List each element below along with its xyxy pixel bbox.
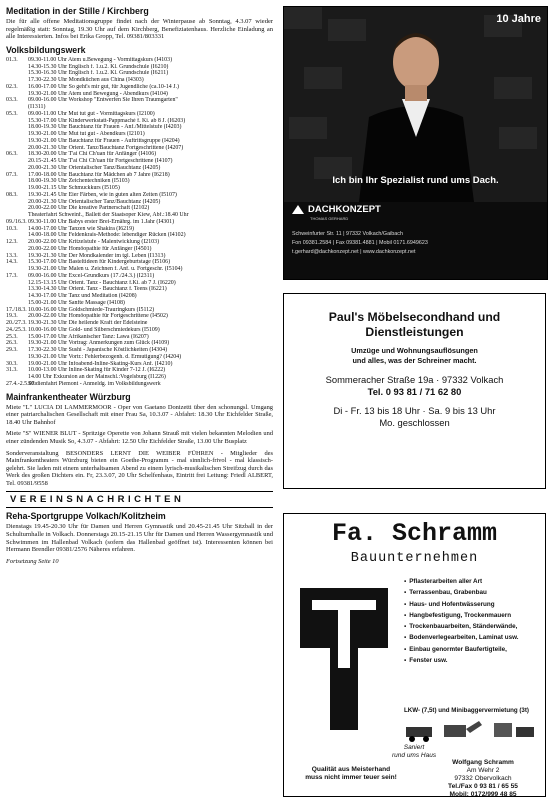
schedule-row [6, 70, 273, 77]
schedule-entry: 09.00-16.00 Uhr Workshop "Entwerfen Sie Ihren Traumgarten" [28, 97, 178, 104]
schedule-row [6, 313, 273, 320]
schedule-date: 09./16.3. [6, 218, 27, 225]
schedule-row [6, 118, 273, 125]
schedule-date [6, 104, 28, 111]
schedule-date: 01.3. [6, 56, 18, 63]
service-item: ▪ Fenster usw. [404, 655, 519, 666]
schedule-row [6, 124, 273, 131]
theater-lucia: Miete "L" LUCIA DI LAMMERMOOR - Oper von Gaetano Donizetti über den schonungsl. Umgang einer patriarchalischen Gesellschaft mit einer Frau Sa, 10.3.07 - Abfahrt: 18.30 Uhr Eichfelder Straße, 18.40 Uhr Bahnhof [6, 403, 273, 426]
schedule-date: 26.3. [6, 340, 18, 347]
schedule-entry: 15.30-16.30 Uhr Englisch f. 1.u.2. Kl. Grundschule (I6211) [28, 70, 169, 77]
schedule-entry: 19.00-21.15 Uhr Schmuckkurs (I5105) [28, 185, 120, 192]
reha-text: Dienstags 19.45-20.30 Uhr für Damen und Herren Gymnastik und 20.45-21.45 Uhr Sitzball in der Schulturnhalle in Volkach. Donnerstags 20.15-21.15 Uhr für Damen und Herren Wassergymnastik und Schwimmen im Hallenbad Volkach (sofern das Hallenbad geöffnet ist). Interessenten können bei Hermann Brendler 09381/2576 Näheres erfahren. [6, 523, 273, 554]
moebel-phone: Tel. 0 93 81 / 71 62 80 [367, 386, 462, 397]
schedule-date [6, 124, 28, 131]
schedule-row [6, 361, 273, 368]
schedule-row [6, 266, 273, 273]
schedule-date: 31.3. [6, 367, 18, 374]
schedule-entry: 20.00-21.30 Uhr Orientalischer Tanz/Bauchtanz (I4205) [28, 164, 161, 171]
moebel-services-1: Umzüge und Wohnungsauflösungen [351, 346, 478, 355]
schedule-row [6, 246, 273, 253]
schedule-row [6, 300, 273, 307]
schedule-row [6, 307, 273, 314]
meditation-title: Meditation in der Stille / Kirchberg [6, 6, 149, 16]
schedule-entry: 18.30-20.00 Uhr T'ai Chi Ch'uan für Anfänger (I4106) [28, 151, 157, 158]
schedule-row [6, 334, 273, 341]
anniversary-badge: 10 Jahre [496, 13, 541, 25]
schedule-entry: 15.00-17.00 Uhr Afrikanischer Tanz: Lawa (I6207) [28, 333, 149, 340]
schedule-row [6, 178, 273, 185]
service-item: ▪ Terrassenbau, Grabenbau [404, 587, 519, 598]
dachkonzept-address: Schweinfurter Str. 11 | 97332 Volkach/Gaibach Fon 09381.2584 | Fax 09381.4881 | Mobil 0171.6949623 t.gerhard@dachkonzept.net | www.dachkonzept.net [292, 231, 428, 255]
schedule-row [6, 219, 273, 226]
schedule-row [6, 138, 273, 145]
moebel-address: Sommeracher Straße 19a · 97332 Volkach [325, 374, 504, 385]
left-column [6, 6, 273, 801]
schedule-row [6, 280, 273, 287]
schedule-row [6, 354, 273, 361]
schramm-logo-icon [294, 580, 394, 740]
moebel-hours: Di - Fr. 13 bis 18 Uhr · Sa. 9 bis 13 Uhr [333, 405, 496, 416]
schedule-row [6, 327, 273, 334]
schedule-row [6, 151, 273, 158]
service-item: ▪ Haus- und Hofentwässerung [404, 599, 519, 610]
schedule-row [6, 84, 273, 91]
machinery-icons [404, 717, 539, 743]
schedule-date: 17./18.3. [6, 306, 27, 313]
schedule-entry: 14.30-17.00 Uhr Tanz und Meditation (I4208) [28, 293, 137, 300]
schramm-ad [283, 513, 546, 797]
portrait-photo [284, 7, 547, 202]
dachkonzept-ad [283, 6, 548, 280]
schedule-entry: 09.00-16.00 Uhr Excel-Grundkurs (17./24.3.) (I2311) [28, 272, 155, 279]
schedule-row [6, 340, 273, 347]
schedule-entry: 18.00-19.30 Uhr Bauchtanz für Frauen - Anf./Mittelstufe (I4203) [28, 124, 182, 131]
schramm-contact: Wolfgang Schramm Am Wehr 2 97332 Obervolkach Tel./Fax 0 93 81 / 65 55 Mobil: 0172/999 48 85 [448, 759, 518, 797]
schedule-row [6, 111, 273, 118]
moebel-title-2: Dienstleistungen [365, 325, 464, 339]
schedule-row [6, 212, 273, 219]
schedule-entry: 15.30-17.00 Uhr Kinderwerkstatt-Pappmaché f. Ki. ab 8 J. (I6203) [28, 117, 186, 124]
schedule-row [6, 97, 273, 104]
schedule-entry: 19.30-21.45 Uhr Eier Färben, wie in guten alten Zeiten (I5107) [28, 191, 177, 198]
schedule-row [6, 286, 273, 293]
schedule-date: 17.3. [6, 272, 18, 279]
schedule-date [6, 178, 28, 185]
schedule-entry: 20.00-21.30 Uhr Orientalischer Tanz/Bauchtanz (I4205) [28, 198, 161, 205]
vereinsnachrichten-banner: VEREINSNACHRICHTEN [6, 491, 273, 508]
schedule-date: 05.3. [6, 110, 18, 117]
schedule-date: 30.3. [6, 360, 18, 367]
schedule-row [6, 199, 273, 206]
schedule-entry: 19.30-21.00 Uhr Vortrag: Anmerkungen zum Glück (I4109) [28, 340, 170, 347]
schedule-entry: 19.30-21.00 Uhr Vortr.: Fehlerbezogenh. d. Ermutigung? (I4204) [28, 353, 182, 360]
moebel-closed: Mo. geschlossen [379, 417, 450, 428]
schedule-date [6, 293, 28, 300]
service-item: ▪ Bodenverlegearbeiten, Laminat usw. [404, 632, 519, 643]
schedule-entry: 19.30-21.30 Uhr Der Mondkalender im tgl. Leben (I1313) [28, 252, 166, 259]
schedule-date [6, 185, 28, 192]
schedule-date [6, 266, 28, 273]
service-item: ▪ Einbau genormter Baufertigteile, [404, 644, 519, 655]
schedule-entry: 13.30-14.30 Uhr Orient. Tanz - Bauchtanz f. Teens (I6221) [28, 286, 167, 293]
schedule-entry: 09.30-11.00 Uhr Atem u.Bewegung - Vormittagskurs (I4103) [28, 56, 173, 63]
schedule-row [6, 165, 273, 172]
schedule-date: 19.3. [6, 313, 18, 320]
schedule-entry: 17.00-18.00 Uhr Bauchtanz für Mädchen ab 7 Jahre (I6218) [28, 171, 170, 178]
moebel-title-1: Paul's Möbelsecondhand und [328, 310, 501, 324]
schedule-row [6, 347, 273, 354]
schedule-entry: 19.00-21.00 Uhr Infoabend-Inline-Skating-Kurs Anf. (I4210) [28, 360, 173, 367]
schedule-date: 24./25.3. [6, 326, 27, 333]
schedule-entry: 10.00-16.00 Uhr Gold- und Silberschmiedekurs (I5109) [28, 326, 160, 333]
schedule-entry: 19.30-21.00 Uhr Malen u. Zeichnen f. Anf. u. Fortgeschr. (I5104) [28, 266, 183, 273]
schedule-entry: 14.00 Uhr Exkursion an der Mainschl.:Vogelsburg (I1226) [28, 374, 166, 381]
vhs-schedule [6, 57, 273, 388]
schedule-entry: 17.30-22.30 Uhr Sushi - Japanische Köstlichkeiten (I4304) [28, 347, 168, 354]
schedule-date [6, 165, 28, 172]
schedule-date: 03.3. [6, 97, 18, 104]
schedule-entry: 20.00-22.00 Uhr Homöopathie für Anfänger (I4501) [28, 245, 152, 252]
schedule-date [6, 91, 28, 98]
schedule-entry: 20.15-21.45 Uhr T'ai Chi Ch'uan für Fortgeschrittene (I4107) [28, 158, 173, 165]
schedule-row [6, 64, 273, 71]
schedule-row [6, 374, 273, 381]
schedule-date: 08.3. [6, 191, 18, 198]
schedule-entry: 15.30-17.00 Uhr Basteltideen für Kindergeburtstage (I5106) [28, 259, 171, 266]
schedule-date [6, 199, 28, 206]
schedule-entry: 20.00-21.30 Uhr Orient. Tanz/Bauchtanz Fortgeschrittene (I4207) [28, 144, 184, 151]
schedule-entry: 09.30-11.00 Uhr Babys erster Brei-Ernährg. im 1.Jahr (I4301) [28, 218, 175, 225]
schramm-name: Fa. Schramm [331, 519, 498, 548]
schedule-entry: 15.00-21.00 Uhr Sanfte Massage (I4108) [28, 299, 125, 306]
schedule-date: 12.3. [6, 239, 18, 246]
schedule-row [6, 185, 273, 192]
schedule-date [6, 205, 28, 212]
schedule-date: 02.3. [6, 83, 18, 90]
schedule-date: 27.4.-2.5.07 [6, 380, 35, 387]
schedule-date: 14.3. [6, 259, 18, 266]
schedule-entry: 19.30-21.00 Uhr Atem und Bewegung - Abendkurs (I4104) [28, 90, 168, 97]
schedule-row [6, 253, 273, 260]
schedule-entry: 18.00-19.30 Uhr Zeichentechniken (I5103) [28, 178, 130, 185]
schramm-subtitle: Bauunternehmen [350, 551, 479, 566]
schedule-entry: 10.00-16.00 Uhr Goldschmiede-Trauringkurs (I5112) [28, 306, 155, 313]
schedule-date [6, 64, 28, 71]
schedule-row [6, 381, 273, 388]
meditation-text: Die für alle offene Meditationsgruppe findet nach der Winterpause ab Sonntag, 4.3.07 wieder regelmäßig statt: Sonntag, 19.30 Uhr auf dem Kirchberg, Benefiziatenhaus. Herzliche Einladung an alle Interessierten. Infos bei Erika Gropp, Tel. 09381/803331 [6, 18, 273, 41]
schramm-services [404, 576, 519, 666]
schedule-entry: (I1311) [28, 104, 46, 111]
reha-title: Reha-Sportgruppe Volkach/Kolitzheim [6, 511, 166, 522]
schedule-row [6, 57, 273, 64]
right-column [283, 6, 546, 801]
schedule-row [6, 104, 273, 111]
schedule-date: 29.3. [6, 347, 18, 354]
schedule-entry: 19.30-21.00 Uhr Bauchtanz für Frauen - Auftrittsgruppe (I4204) [28, 137, 180, 144]
schedule-row [6, 239, 273, 246]
schedule-date [6, 77, 28, 84]
schedule-date: 07.3. [6, 171, 18, 178]
schedule-date [6, 280, 28, 287]
schedule-row [6, 226, 273, 233]
schedule-entry: 19.30-21.00 Uhr Mut tut gut - Abendkurs (I2101) [28, 131, 145, 138]
schedule-row [6, 145, 273, 152]
schedule-row [6, 172, 273, 179]
schedule-row [6, 259, 273, 266]
schedule-date [6, 118, 28, 125]
schedule-date [6, 232, 28, 239]
service-item: ▪ Pflasterarbeiten aller Art [404, 576, 519, 587]
schedule-entry: Theaterfahrt Schweinf., Ballett der Staatsoper Kiew, Abf.:18.40 Uhr [28, 212, 189, 219]
schedule-row [6, 91, 273, 98]
schedule-row [6, 131, 273, 138]
schedule-date [6, 70, 28, 77]
schedule-entry: 10.00-13.00 Uhr Inline-Skating für Kinder 7-12 J. (I6222) [28, 367, 166, 374]
dachkonzept-owner: THOMAS GERHARD [310, 216, 349, 221]
schedule-entry: 14.00-17.00 Uhr Tanzen wie Shakira (I6219) [28, 225, 134, 232]
schedule-entry: 20.00-22.00 Uhr Homöopathie für Fortgeschrittene (I4502) [28, 313, 168, 320]
schedule-date [6, 145, 28, 152]
theater-wiener-blut: Miete "S" WIENER BLUT - Spritzige Operette von Johann Strauß mit vielen bekannten Melodien und einer zündenden Musik So, 4.3.07 - Abfahrt: 12.50 Uhr Eichfelder Straße, 13.00 Uhr Busplatz [6, 430, 273, 445]
schedule-date [6, 131, 28, 138]
schedule-entry: 20.00-22.00 Uhr Die kreative Partnerschaft (I2102) [28, 205, 150, 212]
service-item: ▪ Trockenbauarbeiten, Ständerwände, [404, 621, 519, 632]
schedule-entry: 14.00-18.00 Uhr Feldenkrais-Methode: lebendiger Rücken (I4102) [28, 232, 186, 239]
schedule-entry: Studienfahrt Piemont - Anmeldg. im Volksbildungswerk [28, 380, 161, 387]
schedule-date [6, 246, 28, 253]
schedule-date: 10.3. [6, 225, 18, 232]
schedule-date [6, 286, 28, 293]
schedule-date [6, 300, 28, 307]
schedule-entry: 19.30-21.30 Uhr Die heilende Kraft der Edelsteine [28, 320, 148, 327]
schedule-row [6, 232, 273, 239]
schedule-entry: 17.30-22.30 Uhr Mondküchen aus China (I4303) [28, 77, 144, 84]
schedule-date: 25.3. [6, 333, 18, 340]
moebel-ad [283, 293, 546, 489]
schedule-date: 13.3. [6, 252, 18, 259]
theater-section [6, 392, 273, 488]
schedule-entry: 09.00-11.00 Uhr Mut tut gut - Vormittagskurs (I2100) [28, 110, 155, 117]
schramm-rental: LKW- (7,5t) und Minibaggervermietung (3t) [404, 707, 529, 714]
schedule-entry: 16.00-17.00 Uhr So geht's mir gut, für Jugendliche (ca.10-14 J.) [28, 83, 179, 90]
schedule-entry: 20.00-22.00 Uhr Kritzelstufe - Malentwicklung (I2103) [28, 239, 160, 246]
schedule-row [6, 367, 273, 374]
schedule-date: 20./27.3. [6, 320, 27, 327]
theater-title: Mainfrankentheater Würzburg [6, 391, 131, 402]
schedule-row [6, 320, 273, 327]
schedule-date [6, 212, 28, 219]
schedule-date [6, 138, 28, 145]
schedule-row [6, 293, 273, 300]
theater-goethe: Sonderveranstaltung BESONDERS LERNT DIE WEIBER FÜHREN - Mitglieder des Mainfrankentheaters Würzburg bieten ein Goethe-Programm - mal sinnlich-frivol - mal klassisch-gelehrt. Sie laden mit einem unterhaltsamen Abend zu einem lyrisch-musikalischen Streifzug durch das Werk des großen Dichters ein. Fr, 23.3.07, 20 Uhr Schelfenhaus, Eintritt frei Leitung: Friedl ALBERT, Tel. 09381/9558 [6, 449, 273, 487]
moebel-services-2: und alles, was der Schreiner macht. [352, 356, 477, 365]
schedule-entry: 12.15-13.15 Uhr Orient. Tanz - Bauchtanz f.Ki. ab 7 J. (I6220) [28, 279, 176, 286]
schedule-row [6, 192, 273, 199]
quality-slogan: Qualität aus Meisterhand muss nicht immer teuer sein! [305, 766, 397, 781]
schedule-row [6, 273, 273, 280]
schedule-date [6, 374, 28, 381]
service-item: ▪ Hangbefestigung, Trockenmauern [404, 610, 519, 621]
roof-icon [292, 205, 304, 214]
schedule-date: 06.3. [6, 151, 18, 158]
schedule-entry: 14.30-15.30 Uhr Englisch f. 1.u.2. Kl. Grundschule (I6210) [28, 63, 169, 70]
dachkonzept-slogan: Ich bin Ihr Spezialist rund ums Dach. [332, 175, 499, 186]
saniert-slogan: Saniert rund ums Haus [392, 744, 437, 759]
schedule-row [6, 205, 273, 212]
continued-note: Fortsetzung Seite 10 [6, 557, 59, 565]
dachkonzept-logo: DACHKONZEPT [292, 204, 381, 215]
vhs-title: Volksbildungswerk [6, 44, 86, 55]
schedule-row [6, 158, 273, 165]
schedule-date [6, 158, 28, 165]
schedule-date [6, 354, 28, 361]
schedule-row [6, 77, 273, 84]
